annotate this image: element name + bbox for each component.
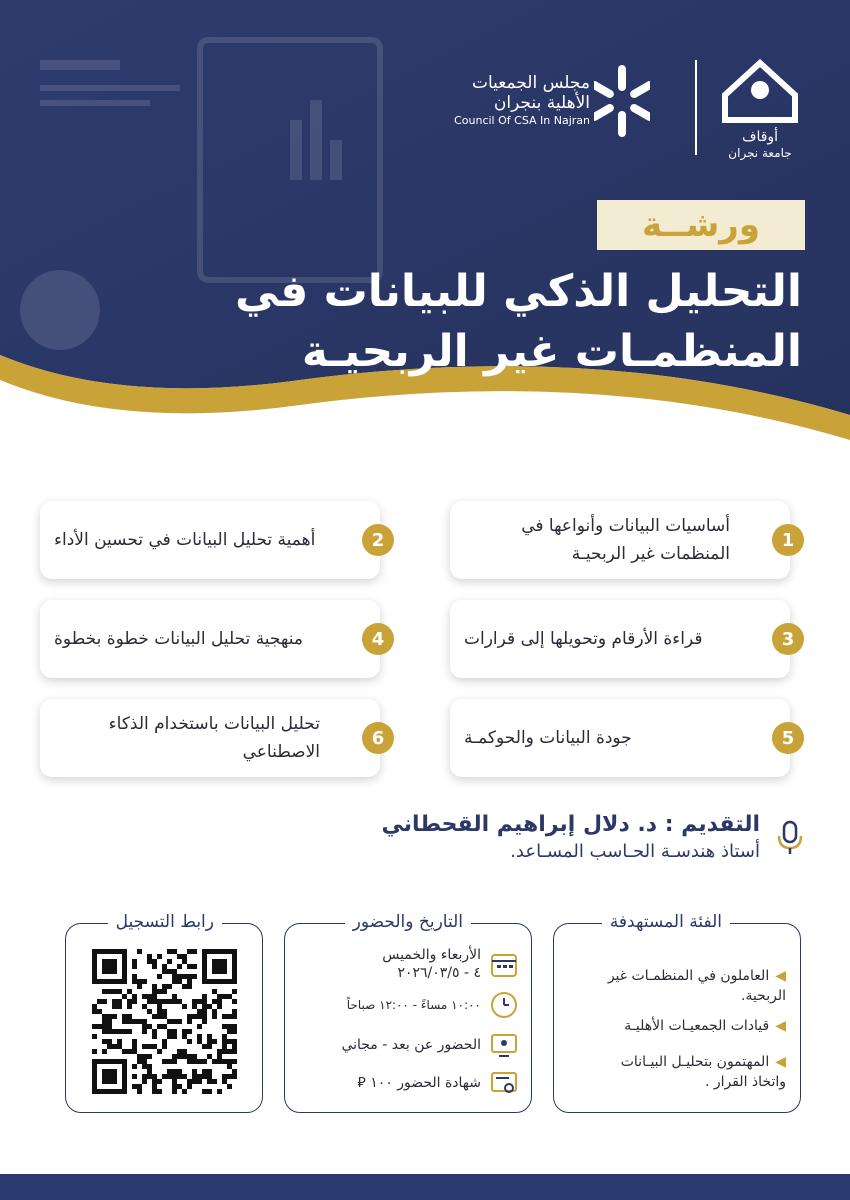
schedule-days: الأربعاء والخميس [382, 947, 481, 963]
topic-text: قراءة الأرقام وتحويلها إلى قرارات [464, 629, 703, 649]
page-title [162, 262, 802, 382]
title-line-2: المنظمـات غير الربحيـة [301, 326, 802, 377]
schedule-dates-row [309, 946, 519, 982]
triangle-bullet-icon: ◀ [775, 1018, 786, 1034]
logo-group [420, 55, 820, 175]
council-name-ar-line2: الأهلية بنجران [493, 93, 590, 113]
council-name-en: Council Of CSA In Najran [454, 114, 590, 127]
awqaf-house-icon [715, 55, 805, 125]
topic-number-badge: 4 [362, 623, 394, 655]
schedule-dates: ٤ - ٢٠٢٦/٠٣/٥ [397, 965, 481, 981]
clock-icon [489, 990, 519, 1020]
presenter-block [381, 812, 760, 862]
schedule-time: ١٠:٠٠ مساءً - ١٢:٠٠ صباحاً [346, 998, 481, 1012]
registration-title: رابط التسجيل [108, 912, 222, 932]
topic-text: أساسيات البيانات وأنواعها في المنظمات غير الربحيـة [521, 516, 730, 564]
schedule-title: التاريخ والحضور [345, 912, 471, 932]
triangle-bullet-icon: ◀ [775, 968, 786, 984]
audience-item: ◀المهتمون بتحليـل البيـانات واتخاذ القرار . [620, 1054, 786, 1090]
topic-card-5 [450, 699, 795, 777]
presenter-name: التقديم : د. دلال إبراهيم القحطاني [381, 812, 760, 837]
triangle-bullet-icon: ◀ [775, 1054, 786, 1070]
topic-card-6 [40, 699, 385, 777]
asterisk-logo-icon [594, 65, 650, 137]
topic-text: منهجية تحليل البيانات خطوة بخطوة [54, 629, 303, 649]
audience-box [553, 912, 801, 1113]
registration-qr-code[interactable] [92, 949, 237, 1094]
certificate-icon [489, 1068, 519, 1098]
topic-text: جودة البيانات والحوكمـة [464, 728, 632, 748]
schedule-box [284, 912, 532, 1113]
audience-item: ◀قيادات الجمعيـات الأهليـة [624, 1018, 786, 1034]
title-line-1: التحليل الذكي للبيانات في [234, 266, 802, 317]
topic-card-1 [450, 501, 795, 579]
audience-item: ◀العاملون في المنظمـات غير الربحية. [607, 968, 786, 1004]
topic-card-3 [450, 600, 795, 678]
audience-title: الفئة المستهدفة [602, 912, 730, 932]
workshop-tag [597, 200, 805, 250]
council-name-ar-line1: مجلس الجمعيات [471, 73, 590, 93]
awqaf-label: أوقاف [741, 129, 779, 145]
council-logo [420, 65, 670, 145]
schedule-mode-row [309, 1030, 519, 1060]
schedule-mode: الحضور عن بعد - مجاني [341, 1037, 481, 1053]
schedule-certificate-row [309, 1068, 519, 1098]
footer-bar [0, 1174, 850, 1200]
calendar-icon [489, 949, 519, 979]
topic-number-badge: 3 [772, 623, 804, 655]
awqaf-logo [715, 55, 805, 165]
topic-card-4 [40, 600, 385, 678]
logo-divider [695, 60, 697, 155]
topic-number-badge: 5 [772, 722, 804, 754]
schedule-time-row [309, 990, 519, 1020]
topic-text: تحليل البيانات باستخدام الذكاء الاصطناعي [108, 714, 320, 762]
topic-card-2 [40, 501, 385, 579]
awqaf-university: جامعة نجران [728, 146, 792, 160]
online-screen-icon [489, 1030, 519, 1060]
microphone-icon [775, 820, 805, 856]
topic-number-badge: 2 [362, 524, 394, 556]
workshop-label: ورشــة [641, 205, 760, 245]
registration-box [65, 912, 263, 1113]
topic-number-badge: 6 [362, 722, 394, 754]
presenter-role: أستاذ هندسـة الحـاسب المسـاعد. [510, 841, 760, 862]
schedule-certificate: شهادة الحضور ١٠٠ ⃁ [357, 1075, 481, 1091]
topic-number-badge: 1 [772, 524, 804, 556]
topic-text: أهمية تحليل البيانات في تحسين الأداء [54, 530, 316, 550]
